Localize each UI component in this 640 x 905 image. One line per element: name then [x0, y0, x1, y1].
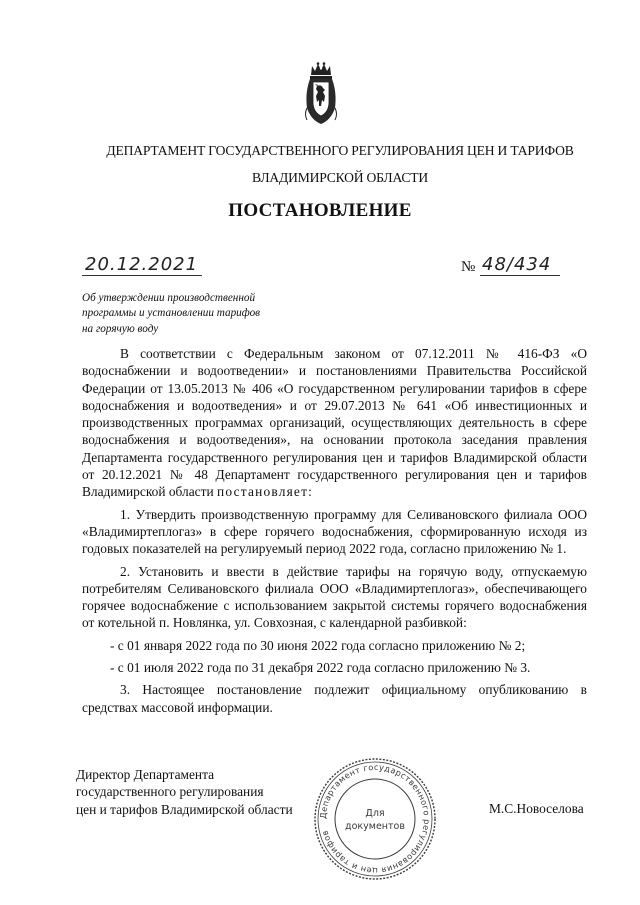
subject-line: программы и установлении тарифов: [82, 307, 261, 320]
document-type-title: ПОСТАНОВЛЕНИЕ: [228, 200, 412, 221]
official-stamp: [312, 756, 438, 882]
stamp-center-line2: документов: [345, 821, 405, 832]
preamble-text: В соответствии с Федеральным законом от 07.12.2011 № 416-ФЗ «О водоснабжении и водоотведении» и постановлениями Правительства Российской Федерации от 13.05.2013 № 406 «О государственном регулировании тарифов в сфере водоснабжения и водоотведения» и от 29.07.2013 № 641 «Об инвестиционных и производственных программах организаций, осуществляющих деятельность в сфере водоснабжения и водоотведения», на основании протокола заседания правления Департамента государственного регулирования цен и тарифов Владимирской области от 20.12.2021 № 48 Департамент государственного регулирования цен и тарифов Владимирской области: [82, 346, 587, 500]
document-date: 20.12.2021: [85, 254, 199, 275]
document-subject: [82, 291, 292, 337]
number-underline: [480, 275, 560, 276]
item-2-paragraph: 2. Установить и ввести в действие тарифы на горячую воду, отпускаемую потребителям Селивановского филиала ООО «Владимиртеплогаз», обеспечивающего горячее водоснабжение с использованием закрытой системы горячего водоснабжения от котельной п. Новлянка, ул. Совхозная, с календарной разбивкой:: [82, 563, 587, 631]
document-number: 48/434: [482, 254, 552, 275]
signatory-title-line: Директор Департамента: [76, 767, 215, 782]
subject-line: на горячую воду: [82, 322, 159, 335]
document-body: [82, 345, 587, 716]
signatory-name: М.С.Новоселова: [489, 801, 584, 816]
number-sign: №: [461, 259, 476, 275]
item-3-paragraph: 3. Настоящее постановление подлежит официальному опубликованию в средствах массовой информации.: [82, 682, 587, 715]
signatory-title: [76, 766, 326, 818]
signatory-title-line: государственного регулирования: [76, 784, 264, 800]
preamble-paragraph: [82, 345, 587, 501]
signatory-title-line: цен и тарифов Владимирской области: [76, 801, 293, 817]
resolves-word: постановляет:: [216, 484, 314, 500]
department-name-line2: ВЛАДИМИРСКОЙ ОБЛАСТИ: [252, 170, 428, 185]
item-1-paragraph: 1. Утвердить производственную программу для Селивановского филиала ООО «Владимиртеплогаз» в сфере горячего водоснабжения, сформированную исходя из годовых показателей на регулируемый период 2022 года, согласно приложению № 1.: [82, 506, 587, 557]
date-underline: [82, 275, 202, 276]
subject-line: Об утверждении производственной: [82, 292, 256, 304]
stamp-ring-text: Департамент государственного регулирования цен и тарифов: [317, 761, 433, 877]
coat-of-arms-icon: [303, 62, 339, 126]
period-1-line: - с 01 января 2022 года по 30 июня 2022 года согласно приложению № 2;: [110, 637, 526, 653]
stamp-center-line1: Для: [365, 808, 385, 819]
department-name-line1: ДЕПАРТАМЕНТ ГОСУДАРСТВЕННОГО РЕГУЛИРОВАНИЯ ЦЕН И ТАРИФОВ: [106, 143, 574, 158]
period-2-line: - с 01 июля 2022 года по 31 декабря 2022 года согласно приложению № 3.: [110, 660, 531, 676]
